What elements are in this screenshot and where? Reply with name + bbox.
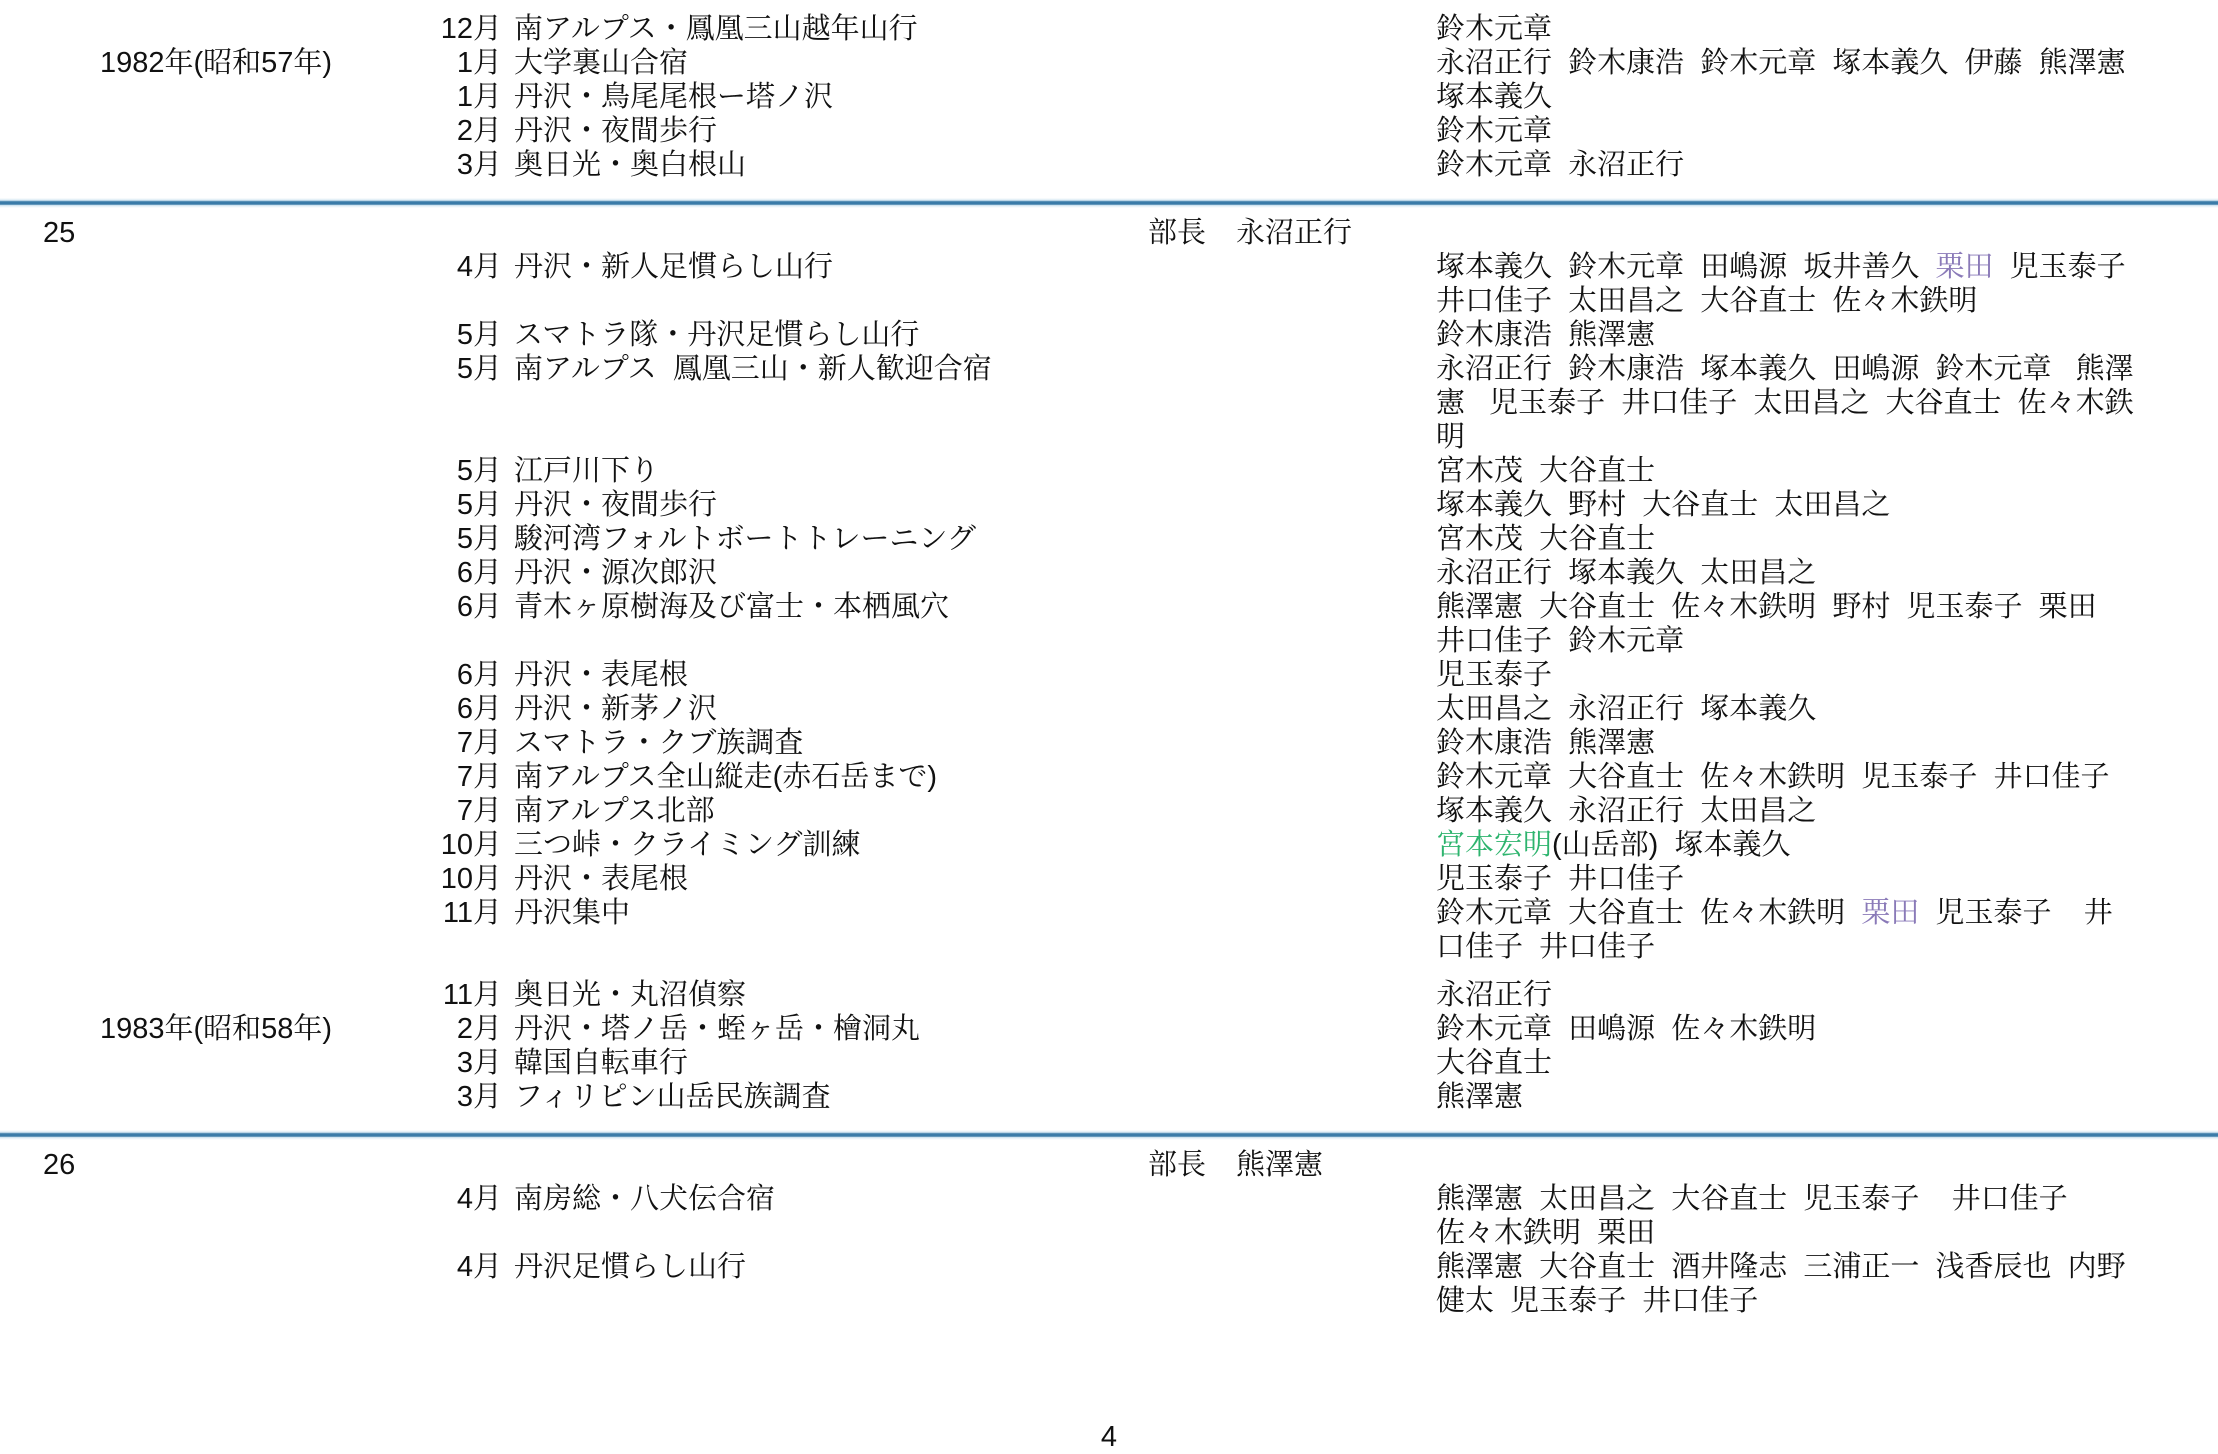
member-name: 塚本義久 野村 大谷直士 太田昌之	[1436, 489, 1891, 521]
year-cell	[100, 12, 426, 46]
name-line	[1436, 488, 2204, 522]
activity-cell: 江戸川下り	[514, 455, 660, 487]
names-cell	[1428, 590, 2218, 658]
leader-cell	[1140, 794, 1428, 828]
table-row	[0, 46, 2218, 80]
activity-cell: 南アルプス・鳳凰三山越年山行	[514, 13, 918, 45]
leader-cell	[1140, 46, 1428, 80]
names-cell	[1428, 148, 2218, 182]
year-cell	[100, 1080, 426, 1114]
table-row	[0, 794, 2218, 828]
member-name: 鈴木康浩 熊澤憲	[1436, 319, 1656, 351]
gutter-cell	[0, 488, 100, 522]
month-cell	[426, 216, 502, 250]
gutter-cell	[0, 1046, 100, 1080]
name-line	[1436, 760, 2204, 794]
name-line	[1436, 114, 2204, 148]
year-cell	[100, 590, 426, 658]
table-row	[0, 760, 2218, 794]
activity-cell	[502, 216, 1140, 250]
table-row	[0, 114, 2218, 148]
name-line	[1436, 1182, 2204, 1216]
name-line	[1436, 386, 2204, 420]
leader-cell	[1140, 1012, 1428, 1046]
gutter-cell	[0, 978, 100, 1012]
names-cell	[1428, 828, 2218, 862]
member-name: 熊澤憲	[1436, 1081, 1524, 1113]
gutter-cell	[0, 862, 100, 896]
leader-cell	[1140, 1182, 1428, 1250]
names-cell	[1428, 1182, 2218, 1250]
member-name: 鈴木元章	[1436, 115, 1553, 147]
table-row	[0, 726, 2218, 760]
member-name: 宮木茂 大谷直士	[1436, 455, 1656, 487]
leader-cell	[1140, 148, 1428, 182]
member-name: 熊澤憲 大谷直士 酒井隆志 三浦正一 浅香辰也 内野	[1436, 1251, 2126, 1283]
leader-cell	[1140, 454, 1428, 488]
member-name: 永沼正行 鈴木康浩 鈴木元章 塚本義久 伊藤 熊澤憲	[1436, 47, 2126, 79]
table-row	[0, 488, 2218, 522]
names-cell	[1428, 352, 2218, 454]
name-line	[1436, 1046, 2204, 1080]
name-line	[1436, 930, 2204, 964]
activity-cell: 南アルプス全山縦走(赤石岳まで)	[514, 761, 937, 793]
names-cell	[1428, 12, 2218, 46]
month-cell: 7月	[456, 761, 502, 793]
activity-cell: スマトラ隊・丹沢足慣らし山行	[514, 319, 920, 351]
gutter-cell	[0, 658, 100, 692]
year-cell	[100, 522, 426, 556]
table-row	[0, 1080, 2218, 1114]
member-name: 鈴木康浩 熊澤憲	[1436, 727, 1656, 759]
activity-cell: 丹沢・表尾根	[514, 863, 689, 895]
member-name: 健太 児玉泰子 井口佳子	[1436, 1285, 1759, 1317]
activity-cell: 南房総・八犬伝合宿	[514, 1183, 776, 1215]
month-cell: 4月	[456, 251, 502, 283]
names-cell	[1428, 522, 2218, 556]
activity-cell: 南アルプス 鳳凰三山・新人歓迎合宿	[514, 353, 992, 385]
activity-cell: 丹沢・塔ノ岳・蛭ヶ岳・檜洞丸	[514, 1013, 921, 1045]
names-cell	[1428, 1012, 2218, 1046]
year-cell	[100, 726, 426, 760]
member-name: 鈴木元章	[1436, 13, 1553, 45]
section-header-row	[0, 216, 2218, 250]
activity-cell: 南アルプス北部	[514, 795, 715, 827]
activity-cell	[502, 1148, 1140, 1182]
member-name: 塚本義久 永沼正行 太田昌之	[1436, 795, 1817, 827]
member-name: 鈴木元章 田嶋源 佐々木鉄明	[1436, 1013, 1817, 1045]
month-cell: 5月	[456, 489, 502, 521]
year-cell	[100, 488, 426, 522]
gutter-cell	[0, 114, 100, 148]
member-name: 井口佳子 太田昌之 大谷直士 佐々木鉄明	[1436, 285, 1978, 317]
year-cell	[100, 794, 426, 828]
member-name: 児玉泰子	[1436, 659, 1553, 691]
names-cell	[1428, 454, 2218, 488]
name-line	[1436, 896, 2204, 930]
session-number: 25	[43, 217, 76, 249]
gutter-cell	[0, 318, 100, 352]
month-cell: 3月	[456, 1047, 502, 1079]
activity-cell: 奥日光・丸沼偵察	[514, 979, 747, 1011]
names-cell	[1428, 250, 2218, 318]
year-cell	[100, 80, 426, 114]
month-cell: 1月	[456, 47, 502, 79]
name-line	[1436, 1250, 2204, 1284]
leader-cell	[1140, 760, 1428, 794]
gutter-cell	[0, 794, 100, 828]
activity-cell: 丹沢足慣らし山行	[514, 1251, 747, 1283]
leader-cell	[1140, 556, 1428, 590]
table-row	[0, 978, 2218, 1012]
month-cell: 3月	[456, 1081, 502, 1113]
gutter-cell	[0, 46, 100, 80]
member-name: 永沼正行 塚本義久 太田昌之	[1436, 557, 1817, 589]
month-cell: 11月	[442, 979, 502, 1011]
table-row	[0, 658, 2218, 692]
name-line	[1436, 1216, 2204, 1250]
table-row	[0, 250, 2218, 318]
year-cell	[100, 1182, 426, 1250]
gutter-cell	[0, 522, 100, 556]
leader-cell	[1140, 1046, 1428, 1080]
names-cell	[1428, 318, 2218, 352]
gutter-cell	[0, 1250, 100, 1318]
member-name: 鈴木元章 永沼正行	[1436, 149, 1685, 181]
year-cell	[100, 216, 426, 250]
gutter-cell	[0, 1012, 100, 1046]
name-line	[1436, 624, 2204, 658]
table-row	[0, 522, 2218, 556]
leader-cell	[1140, 250, 1428, 318]
month-cell: 12月	[440, 13, 502, 45]
name-line	[1436, 318, 2204, 352]
leader-cell	[1140, 896, 1428, 964]
name-line	[1436, 454, 2204, 488]
activity-cell: 大学裏山合宿	[514, 47, 689, 79]
year-cell	[100, 692, 426, 726]
member-name: 井口佳子 鈴木元章	[1436, 625, 1685, 657]
year-cell	[100, 1046, 426, 1080]
name-line	[1436, 1284, 2204, 1318]
gutter-cell	[0, 760, 100, 794]
leader-cell	[1140, 726, 1428, 760]
member-name: 太田昌之 永沼正行 塚本義久	[1436, 693, 1817, 725]
leader-cell	[1140, 692, 1428, 726]
leader-cell	[1140, 352, 1428, 454]
member-name: 宮木茂 大谷直士	[1436, 523, 1656, 555]
month-cell: 2月	[456, 115, 502, 147]
section-header-row	[0, 1148, 2218, 1182]
month-cell: 6月	[456, 557, 502, 589]
year-cell: 1982年(昭和57年)	[100, 47, 333, 79]
member-name-highlighted: 宮本宏明	[1436, 829, 1553, 861]
name-line	[1436, 148, 2204, 182]
activity-cell: 三つ峠・クライミング訓練	[514, 829, 861, 861]
member-name: 永沼正行	[1436, 979, 1553, 1011]
name-line	[1436, 862, 2204, 896]
leader-title: 部長	[1148, 1149, 1207, 1181]
activity-cell: 韓国自転車行	[514, 1047, 689, 1079]
month-cell: 6月	[456, 659, 502, 691]
names-cell	[1428, 80, 2218, 114]
names-cell	[1428, 658, 2218, 692]
member-name: 鈴木元章 大谷直士 佐々木鉄明 児玉泰子 井口佳子	[1436, 761, 2110, 793]
member-name: 永沼正行 鈴木康浩 塚本義久 田嶋源 鈴木元章 熊澤	[1436, 353, 2134, 385]
names-cell	[1428, 488, 2218, 522]
name-line	[1436, 658, 2204, 692]
name-line	[1436, 250, 2204, 284]
year-cell	[100, 862, 426, 896]
member-name: 明	[1436, 421, 1466, 453]
year-cell: 1983年(昭和58年)	[100, 1013, 333, 1045]
activity-cell: 丹沢・新人足慣らし山行	[514, 251, 834, 283]
activity-cell: 駿河湾フォルトボートトレーニング	[514, 523, 976, 555]
table-row	[0, 318, 2218, 352]
year-cell	[100, 148, 426, 182]
gutter-cell	[0, 454, 100, 488]
year-cell	[100, 828, 426, 862]
month-cell: 10月	[440, 863, 502, 895]
year-cell	[100, 978, 426, 1012]
names-cell	[1428, 1046, 2218, 1080]
table-row	[0, 862, 2218, 896]
month-cell: 4月	[456, 1251, 502, 1283]
month-cell: 11月	[442, 897, 502, 929]
leader-cell	[1140, 488, 1428, 522]
month-cell: 1月	[456, 81, 502, 113]
leader-cell	[1140, 114, 1428, 148]
gutter-cell	[0, 80, 100, 114]
gutter-cell	[0, 1182, 100, 1250]
gutter-cell	[0, 590, 100, 658]
names-cell	[1428, 692, 2218, 726]
leader-cell	[1140, 658, 1428, 692]
name-line	[1436, 828, 2204, 862]
gutter-cell	[0, 896, 100, 964]
names-cell	[1428, 794, 2218, 828]
name-line	[1436, 12, 2204, 46]
name-line	[1436, 420, 2204, 454]
member-name: 熊澤憲 大谷直士 佐々木鉄明 野村 児玉泰子 栗田	[1436, 591, 2097, 623]
table-row	[0, 828, 2218, 862]
names-cell	[1428, 114, 2218, 148]
year-cell	[100, 318, 426, 352]
section-divider	[0, 1130, 2218, 1140]
table-row	[0, 352, 2218, 454]
gutter-cell	[0, 692, 100, 726]
activity-cell: 丹沢・夜間歩行	[514, 489, 718, 521]
month-cell: 10月	[440, 829, 502, 861]
month-cell: 7月	[456, 795, 502, 827]
table-row	[0, 1182, 2218, 1250]
leader-cell	[1140, 590, 1428, 658]
leader-cell	[1140, 978, 1428, 1012]
table-row	[0, 590, 2218, 658]
name-line	[1436, 80, 2204, 114]
year-cell	[100, 658, 426, 692]
activity-cell: 奥日光・奥白根山	[514, 149, 747, 181]
table-row	[0, 1012, 2218, 1046]
name-line	[1436, 352, 2204, 386]
session-number: 26	[43, 1149, 76, 1181]
activity-cell: 丹沢・鳥尾尾根ー塔ノ沢	[514, 81, 834, 113]
month-cell	[426, 1148, 502, 1182]
member-name: 児玉泰子	[1993, 251, 2126, 283]
leader-title: 部長	[1148, 217, 1207, 249]
month-cell: 7月	[456, 727, 502, 759]
name-line	[1436, 1012, 2204, 1046]
year-cell	[100, 352, 426, 454]
section-divider	[0, 198, 2218, 208]
month-cell: 3月	[456, 149, 502, 181]
year-cell	[100, 454, 426, 488]
leader-cell	[1140, 1080, 1428, 1114]
year-cell	[100, 114, 426, 148]
table-row	[0, 454, 2218, 488]
gutter-cell	[0, 726, 100, 760]
leader-cell	[1140, 1250, 1428, 1318]
month-cell: 4月	[456, 1183, 502, 1215]
month-cell: 6月	[456, 693, 502, 725]
leader-cell	[1140, 12, 1428, 46]
name-line	[1436, 522, 2204, 556]
member-name-highlighted: 栗田	[1935, 251, 1994, 283]
leader-cell	[1140, 216, 1428, 250]
activity-cell: 丹沢・新茅ノ沢	[514, 693, 718, 725]
month-cell: 5月	[456, 353, 502, 385]
month-cell: 5月	[456, 455, 502, 487]
names-cell	[1428, 556, 2218, 590]
gutter-cell	[0, 556, 100, 590]
leader-name: 熊澤憲	[1236, 1149, 1324, 1181]
year-cell	[100, 1148, 426, 1182]
member-name: 鈴木元章 大谷直士 佐々木鉄明	[1436, 897, 1862, 929]
names-cell	[1428, 760, 2218, 794]
name-line	[1436, 590, 2204, 624]
gutter-cell	[0, 12, 100, 46]
table-row	[0, 12, 2218, 46]
month-cell: 6月	[456, 591, 502, 623]
member-name: 憲 児玉泰子 井口佳子 太田昌之 大谷直士 佐々木鉄	[1436, 387, 2134, 419]
member-name: 塚本義久 鈴木元章 田嶋源 坂井善久	[1436, 251, 1936, 283]
names-cell	[1428, 216, 2218, 250]
activity-cell: 丹沢・源次郎沢	[514, 557, 718, 589]
member-name: (山岳部) 塚本義久	[1552, 829, 1791, 861]
table-row	[0, 896, 2218, 964]
leader-cell	[1140, 522, 1428, 556]
names-cell	[1428, 862, 2218, 896]
names-cell	[1428, 1148, 2218, 1182]
leader-cell	[1140, 828, 1428, 862]
member-name: 熊澤憲 太田昌之 大谷直士 児玉泰子 井口佳子	[1436, 1183, 2068, 1215]
year-cell	[100, 896, 426, 964]
table-row	[0, 556, 2218, 590]
name-line	[1436, 1080, 2204, 1114]
member-name-highlighted: 栗田	[1861, 897, 1920, 929]
leader-cell	[1140, 318, 1428, 352]
activity-cell: 丹沢・夜間歩行	[514, 115, 718, 147]
table-row	[0, 1046, 2218, 1080]
table-row	[0, 1250, 2218, 1318]
activity-cell: フィリピン山岳民族調査	[514, 1081, 831, 1113]
leader-cell	[1140, 862, 1428, 896]
member-name: 口佳子 井口佳子	[1436, 931, 1656, 963]
year-cell	[100, 556, 426, 590]
gutter-cell	[0, 352, 100, 454]
year-cell	[100, 760, 426, 794]
gutter-cell	[0, 148, 100, 182]
names-cell	[1428, 1080, 2218, 1114]
gutter-cell	[0, 828, 100, 862]
year-cell	[100, 1250, 426, 1318]
names-cell	[1428, 46, 2218, 80]
name-line	[1436, 692, 2204, 726]
name-line	[1436, 978, 2204, 1012]
names-cell	[1428, 726, 2218, 760]
year-cell	[100, 250, 426, 318]
name-line	[1436, 556, 2204, 590]
names-cell	[1428, 1250, 2218, 1318]
gutter-cell	[0, 250, 100, 318]
leader-cell	[1140, 1148, 1428, 1182]
leader-cell	[1140, 80, 1428, 114]
member-name: 塚本義久	[1436, 81, 1553, 113]
table-row	[0, 80, 2218, 114]
month-cell: 2月	[456, 1013, 502, 1045]
month-cell: 5月	[456, 319, 502, 351]
member-name: 佐々木鉄明 栗田	[1436, 1217, 1656, 1249]
name-line	[1436, 794, 2204, 828]
activity-cell: 丹沢・表尾根	[514, 659, 689, 691]
name-line	[1436, 284, 2204, 318]
name-line	[1436, 726, 2204, 760]
activity-cell: 青木ヶ原樹海及び富士・本栖風穴	[514, 591, 950, 623]
month-cell: 5月	[456, 523, 502, 555]
page-number: 4	[1100, 1421, 1118, 1453]
member-name: 大谷直士	[1436, 1047, 1553, 1079]
name-line	[1436, 46, 2204, 80]
names-cell	[1428, 978, 2218, 1012]
activity-cell: 丹沢集中	[514, 897, 631, 929]
leader-name: 永沼正行	[1236, 217, 1353, 249]
table-row	[0, 692, 2218, 726]
member-name: 児玉泰子 井	[1919, 897, 2113, 929]
gutter-cell	[0, 1080, 100, 1114]
names-cell	[1428, 896, 2218, 964]
activity-cell: スマトラ・クブ族調査	[514, 727, 804, 759]
table-row	[0, 148, 2218, 182]
member-name: 児玉泰子 井口佳子	[1436, 863, 1685, 895]
